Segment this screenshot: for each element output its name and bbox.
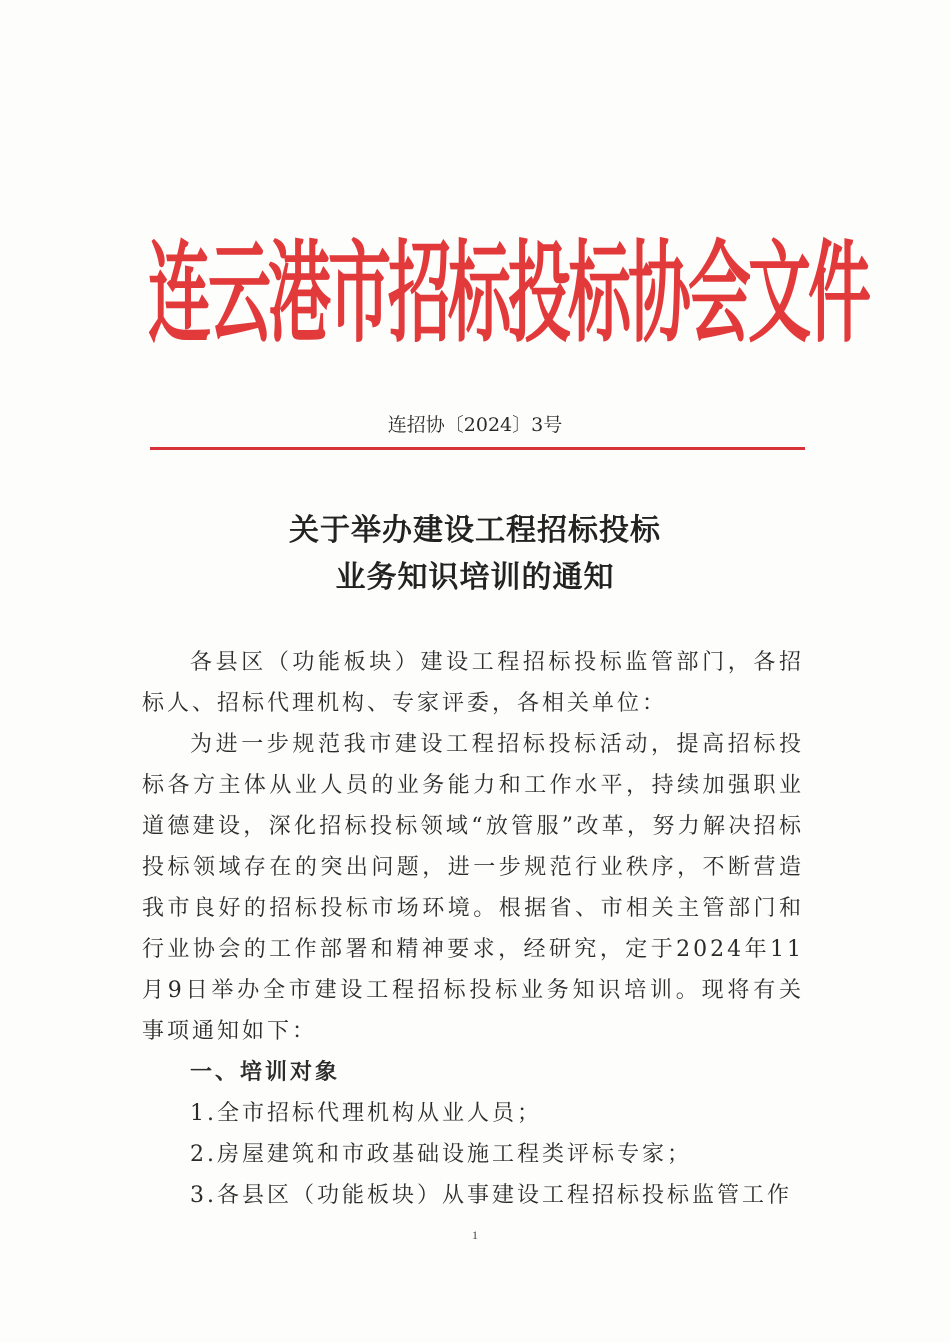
list-item: 1.全市招标代理机构从业人员； <box>190 1101 542 1126</box>
notice-body <box>142 642 804 1216</box>
notice-title-line-2: 业务知识培训的通知 <box>335 560 615 595</box>
org-document-header: 连云港市招标投标协会文件 <box>148 228 868 358</box>
list-item: 2.房屋建筑和市政基础设施工程类评标专家； <box>190 1142 692 1167</box>
red-divider-rule <box>150 447 805 450</box>
document-number: 连招协〔2024〕3号 <box>387 414 563 436</box>
section-heading-training-targets: 一、培训对象 <box>190 1059 341 1085</box>
intro-paragraph: 为进一步规范我市建设工程招标投标活动，提高招标投标各方主体从业人员的业务能力和工作水平，持续加强职业道德建设，深化招标投标领域“放管服”改革，努力解决招标投标领域存在的突出问题，进一步规范行业秩序，不断营造我市良好的招标投标市场环境。根据省、市相关主管部门和行业协会的工作部署和精神要求，经研究，定于2024年11月9日举办全市建设工程招标投标业务知识培训。现将有关事项通知如下： <box>142 732 804 1044</box>
page-number: 1 <box>472 1228 478 1242</box>
salutation-paragraph: 各县区（功能板块）建设工程招标投标监管部门，各招标人、招标代理机构、专家评委，各相关单位： <box>142 650 804 716</box>
notice-title-line-1: 关于举办建设工程招标投标 <box>289 513 661 548</box>
list-item: 3.各县区（功能板块）从事建设工程招标投标监管工作 <box>190 1183 792 1208</box>
